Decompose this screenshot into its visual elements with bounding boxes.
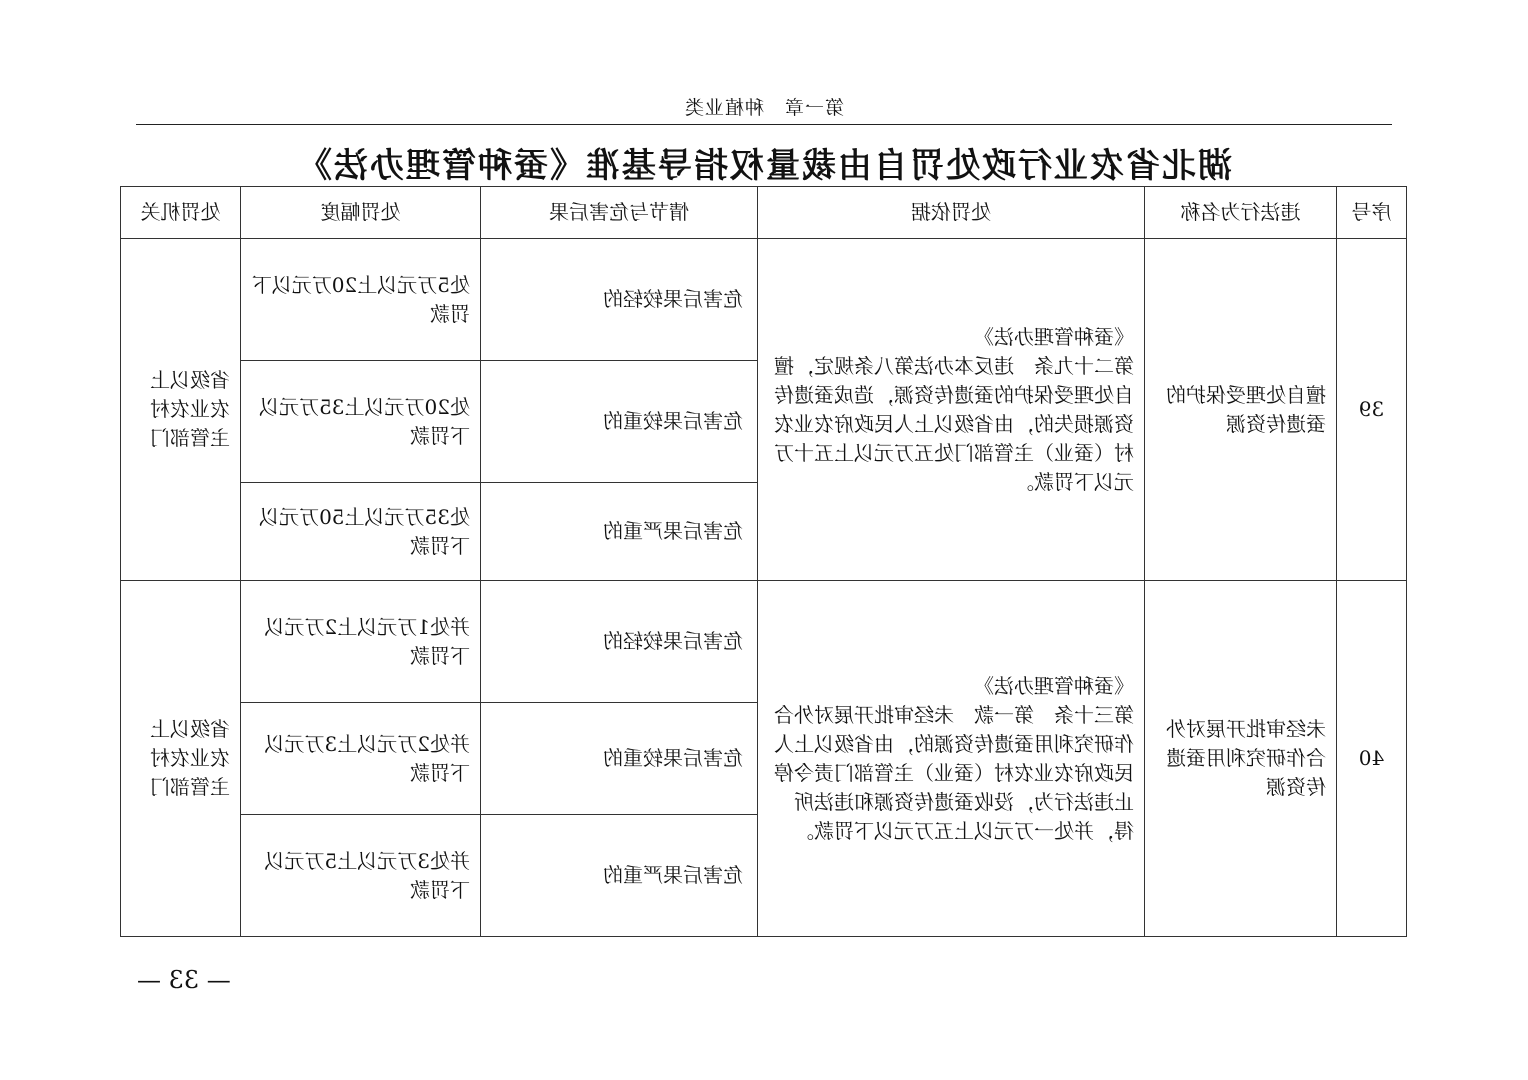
cell-index: 39 (1337, 239, 1407, 581)
cell-penalty: 并处1万元以上2万元以下罚款 (241, 581, 481, 703)
document-title: 湖北省农业行政处罚自由裁量权指导基准《蚕种管理办法》 (296, 146, 1232, 186)
cell-violation: 擅自处理受保护的蚕遗传资源 (1145, 239, 1337, 581)
cell-authority: 省级以上农业农村主管部门 (121, 581, 241, 937)
cell-circumstance: 危害后果较重的 (481, 361, 758, 483)
cell-authority: 省级以上农业农村主管部门 (121, 239, 241, 581)
table-header-row (121, 187, 1407, 239)
basis-article: 第三十条 第一款 未经审批开展对外合作研究利用蚕遗传资源的，由省级以上人民政府农业农村（蚕业）主管部门责令停止违法行为，没收蚕遗传资源和违法所得，并处一万元以上五万元以下罚款。 (774, 702, 1134, 843)
table-row (121, 581, 1407, 703)
header-rule (136, 124, 1392, 125)
chapter-header: 第一章 种植业类 (684, 97, 845, 119)
cell-circumstance: 危害后果严重的 (481, 815, 758, 937)
cell-penalty: 处20万元以上35万元以下罚款 (241, 361, 481, 483)
basis-law-name: 《蚕种管理办法》 (974, 673, 1134, 698)
basis-law-name: 《蚕种管理办法》 (974, 324, 1134, 349)
cell-penalty: 处5万元以上20万元以下罚款 (241, 239, 481, 361)
cell-circumstance: 危害后果较重的 (481, 703, 758, 815)
cell-circumstance: 危害后果严重的 (481, 483, 758, 581)
cell-circumstance: 危害后果较轻的 (481, 239, 758, 361)
col-header-basis: 处罚依据 (758, 187, 1145, 239)
cell-basis (758, 581, 1145, 937)
cell-circumstance: 危害后果较轻的 (481, 581, 758, 703)
cell-basis (758, 239, 1145, 581)
penalty-table (120, 186, 1407, 937)
cell-penalty: 并处2万元以上3万元以下罚款 (241, 703, 481, 815)
basis-article: 第二十九条 违反本办法第八条规定，擅自处理受保护的蚕遗传资源，造成蚕遗传资源损失的，由省级以上人民政府农业农村（蚕业）主管部门处五万元以上五十万元以下罚款。 (774, 353, 1134, 494)
cell-penalty: 处35万元以上50万元以下罚款 (241, 483, 481, 581)
cell-penalty: 并处3万元以上5万元以下罚款 (241, 815, 481, 937)
col-header-circumstance: 情节与危害后果 (481, 187, 758, 239)
col-header-authority: 处罚机关 (121, 187, 241, 239)
table-row (121, 239, 1407, 361)
cell-index: 40 (1337, 581, 1407, 937)
col-header-penalty: 处罚幅度 (241, 187, 481, 239)
col-header-index: 序号 (1337, 187, 1407, 239)
cell-violation: 未经审批开展对外合作研究利用蚕遗传资源 (1145, 581, 1337, 937)
col-header-violation: 违法行为名称 (1145, 187, 1337, 239)
page-number: — 33 — (137, 966, 231, 994)
